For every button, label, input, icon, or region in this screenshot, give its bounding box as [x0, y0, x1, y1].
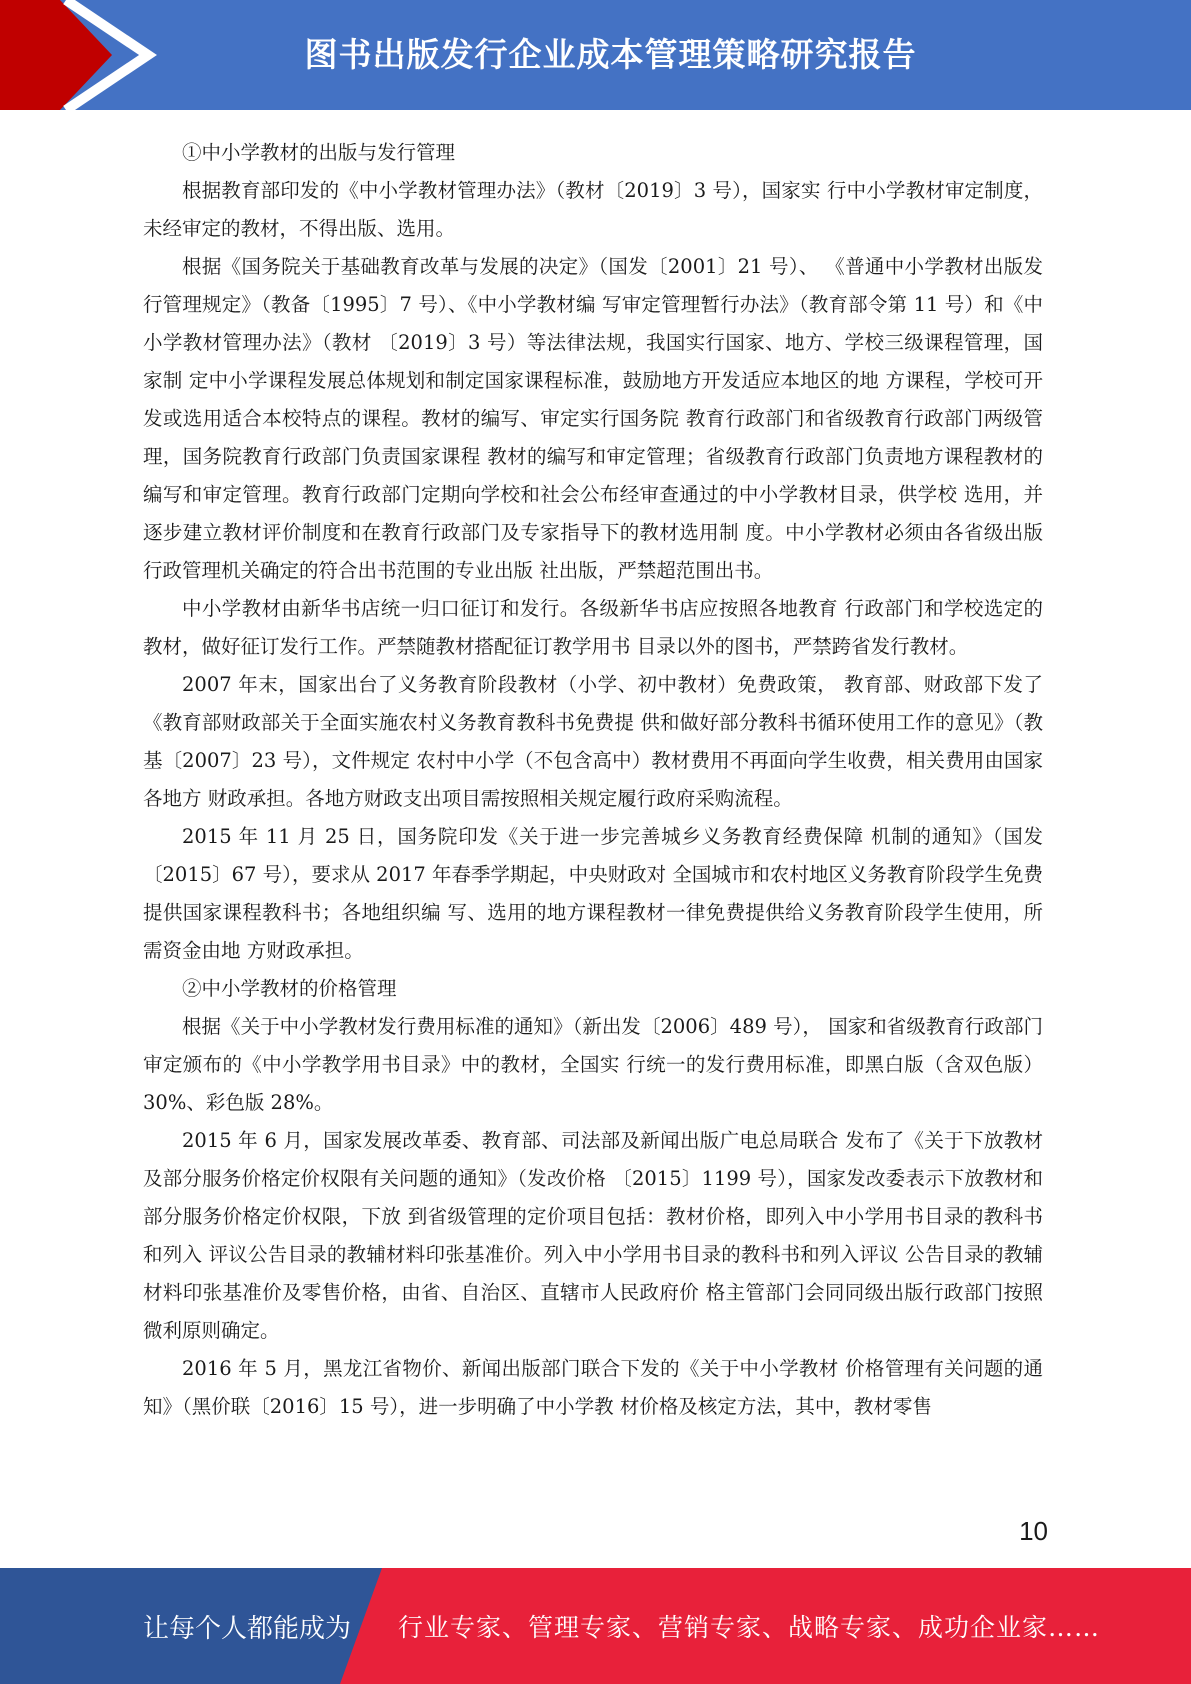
- paragraph: 2007 年末，国家出台了义务教育阶段教材（小学、初中教材）免费政策， 教育部、财政部下发了《教育部财政部关于全面实施农村义务教育教科书免费提 供和做好部分教科书循环使用工作的意见》（教基〔2007〕23 号），文件规定 农村中小学（不包含高中）教材费用不再面向学生收费，相关费用由国家各地方 财政承担。各地方财政支出项目需按照相关规定履行政府采购流程。: [143, 673, 1043, 810]
- page-number: 10: [1019, 1516, 1048, 1546]
- report-title: 图书出版发行企业成本管理策略研究报告: [304, 34, 917, 74]
- section-heading: ①中小学教材的出版与发行管理: [182, 141, 456, 164]
- section-heading: ②中小学教材的价格管理: [182, 977, 397, 1000]
- footer-band: [0, 1568, 1191, 1684]
- paragraph: 根据《关于中小学教材发行费用标准的通知》（新出发〔2006〕489 号）， 国家和省级教育行政部门审定颁布的《中小学教学用书目录》中的教材，全国实 行统一的发行费用标准，即黑白版（含双色版）30%、彩色版 28%。: [143, 1015, 1043, 1114]
- paragraph: 2015 年 11 月 25 日，国务院印发《关于进一步完善城乡义务教育经费保障 机制的通知》（国发〔2015〕67 号），要求从 2017 年春季学期起，中央财政对 全国城市和农村地区义务教育阶段学生免费提供国家课程教科书；各地组织编 写、选用的地方课程教材一律免费提供给义务教育阶段学生使用，所需资金由地 方财政承担。: [143, 825, 1043, 962]
- footer-slogan-left: 让每个人都能成为: [143, 1613, 352, 1644]
- footer-slogan-right: 行业专家、管理专家、营销专家、战略专家、成功企业家……: [398, 1613, 1101, 1642]
- paragraph: 根据《国务院关于基础教育改革与发展的决定》（国发〔2001〕21 号）、 《普通中小学教材出版发行管理规定》（教备〔1995〕7 号）、《中小学教材编 写审定管理暂行办法》（教育部令第 11 号）和《中小学教材管理办法》（教材 〔2019〕3 号）等法律法规，我国实行国家、地方、学校三级课程管理，国家制 定中小学课程发展总体规划和制定国家课程标准，鼓励地方开发适应本地区的地 方课程，学校可开发或选用适合本校特点的课程。教材的编写、审定实行国务院 教育行政部门和省级教育行政部门两级管理，国务院教育行政部门负责国家课程 教材的编写和审定管理；省级教育行政部门负责地方课程教材的编写和审定管理。教育行政部门定期向学校和社会公布经审查通过的中小学教材目录，供学校 选用，并逐步建立教材评价制度和在教育行政部门及专家指导下的教材选用制 度。中小学教材必须由各省级出版行政管理机关确定的符合出书范围的专业出版 社出版，严禁超范围出书。: [143, 255, 1043, 582]
- paragraph: 中小学教材由新华书店统一归口征订和发行。各级新华书店应按照各地教育 行政部门和学校选定的教材，做好征订发行工作。严禁随教材搭配征订教学用书 目录以外的图书，严禁跨省发行教材。: [143, 597, 1043, 658]
- document-body: [143, 134, 1043, 1426]
- header-band: [0, 0, 1191, 110]
- paragraph: 2016 年 5 月，黑龙江省物价、新闻出版部门联合下发的《关于中小学教材 价格管理有关问题的通知》（黑价联〔2016〕15 号），进一步明确了中小学教 材价格及核定方法，其中，教材零售: [143, 1357, 1043, 1418]
- paragraph: 根据教育部印发的《中小学教材管理办法》（教材〔2019〕3 号），国家实 行中小学教材审定制度，未经审定的教材，不得出版、选用。: [143, 179, 1043, 240]
- paragraph: 2015 年 6 月，国家发展改革委、教育部、司法部及新闻出版广电总局联合 发布了《关于下放教材及部分服务价格定价权限有关问题的通知》（发改价格 〔2015〕1199 号），国家发改委表示下放教材和部分服务价格定价权限，下放 到省级管理的定价项目包括：教材价格，即列入中小学用书目录的教科书和列入 评议公告目录的教辅材料印张基准价。列入中小学用书目录的教科书和列入评议 公告目录的教辅材料印张基准价及零售价格，由省、自治区、直辖市人民政府价 格主管部门会同同级出版行政部门按照微利原则确定。: [143, 1129, 1043, 1342]
